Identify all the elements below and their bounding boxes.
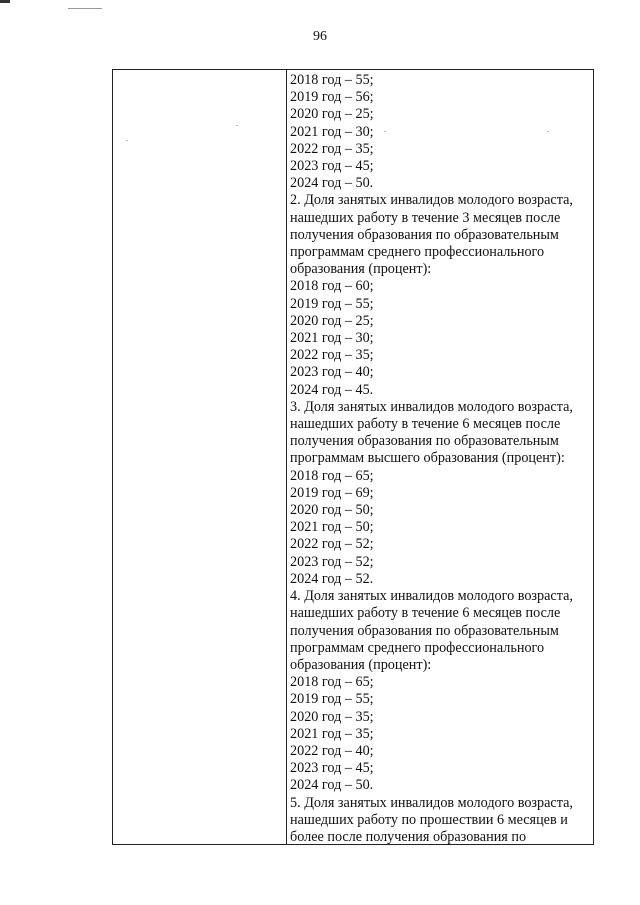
text-line: образования (процент): [290,656,432,673]
text-line: 2023 год – 45; [290,760,374,777]
text-line: 2020 год – 25; [290,106,374,123]
text-line: нашедших работу по прошествии 6 месяцев и [290,811,568,828]
text-line: 2018 год – 55; [290,72,374,88]
text-line: 2019 год – 56; [290,89,374,106]
scan-speck [126,140,128,141]
text-line: программам среднего профессионального [290,244,545,261]
text-line: 2018 год – 65; [290,674,374,691]
text-line: нашедших работу в течение 6 месяцев после [290,605,561,622]
text-line: 2. Доля занятых инвалидов молодого возраста, [290,192,573,209]
scan-speck [384,131,386,132]
text-line: 2023 год – 52; [290,553,374,570]
text-line: 2020 год – 35; [290,708,374,725]
text-line: образования (процент): [290,261,432,278]
text-line: 2021 год – 35; [290,725,374,742]
page-number: 96 [313,29,327,44]
text-line: 2019 год – 55; [290,295,374,312]
text-line: более после получения образования по [290,828,527,845]
text-line: 2020 год – 50; [290,502,374,519]
text-line: 2022 год – 52; [290,536,374,553]
text-line: 2018 год – 65; [290,467,374,484]
text-line: 2020 год – 25; [290,312,374,329]
text-line: 4. Доля занятых инвалидов молодого возраста, [290,588,573,605]
text-line: 2019 год – 55; [290,691,374,708]
text-line: нашедших работу в течение 6 месяцев после [290,416,561,433]
scan-artifact [0,0,10,3]
column-divider [286,70,287,844]
text-line: получения образования по образовательным [290,433,559,450]
text-line: получения образования по образовательным [290,226,559,243]
table-right-cell [290,72,590,845]
text-line: 2024 год – 45. [290,381,374,398]
scan-speck [547,131,549,132]
text-line: программам высшего образования (процент): [290,450,565,467]
text-line: 2024 год – 50. [290,175,374,192]
text-line: получения образования по образовательным [290,622,559,639]
text-line: 2022 год – 40; [290,742,374,759]
text-line: 2019 год – 69; [290,484,374,501]
text-line: 2024 год – 52. [290,570,374,587]
document-table [112,69,594,845]
text-line: 3. Доля занятых инвалидов молодого возраста, [290,398,573,415]
text-line: 2022 год – 35; [290,140,374,157]
text-line: программам среднего профессионального [290,639,545,656]
text-line: 2022 год – 35; [290,347,374,364]
text-line: 2021 год – 50; [290,519,374,536]
text-line: 2023 год – 40; [290,364,374,381]
text-line: 2023 год – 45; [290,158,374,175]
text-line: 2021 год – 30; [290,330,374,347]
text-line: 2018 год – 60; [290,278,374,295]
text-line: 2021 год – 30; [290,123,374,140]
scan-artifact [68,8,102,9]
text-line: 5. Доля занятых инвалидов молодого возраста, [290,794,573,811]
scan-speck [236,125,238,126]
text-line: нашедших работу в течение 3 месяцев после [290,209,561,226]
text-line: 2024 год – 50. [290,777,374,794]
